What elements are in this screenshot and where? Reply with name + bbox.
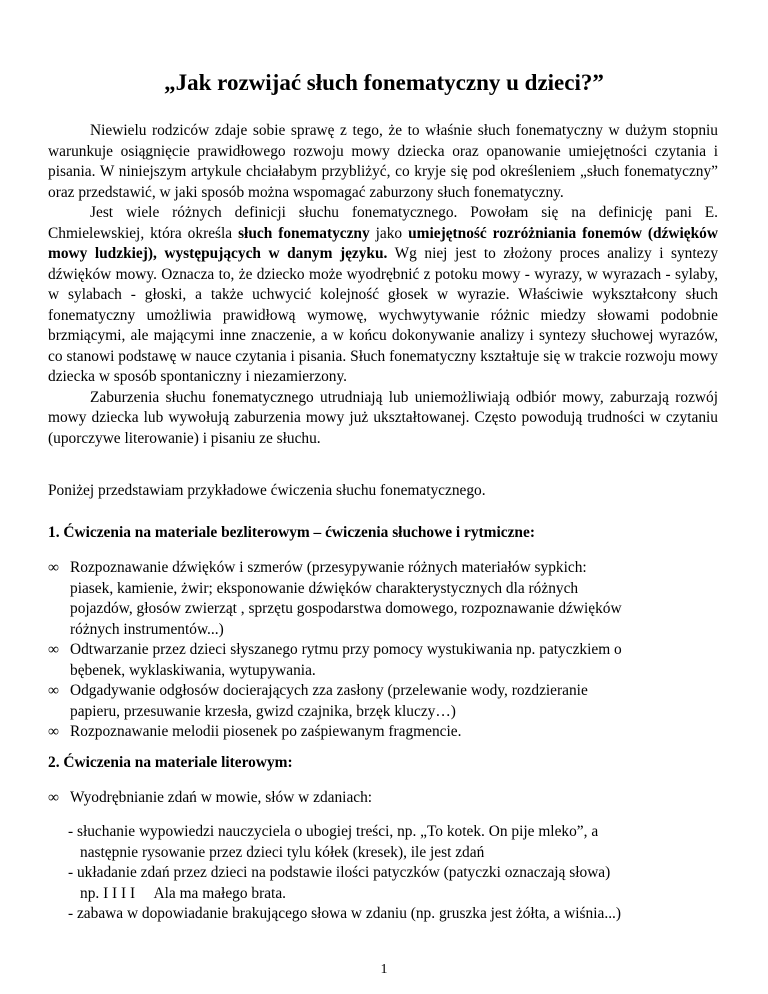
infinity-bullet-icon: ∞ [48,641,59,658]
sub-item: - słuchanie wypowiedzi nauczyciela o ubogiej treści, np. „To kotek. On pije mleko”, a następnie rysowanie przez dzieci tylu kółek (kresek), ile jest zdań [68,823,599,861]
sub-item: - układanie zdań przez dzieci na podstawie ilości patyczków (patyczki oznaczają słowa) np. I I I I Ala ma małego brata. [68,864,611,902]
paragraph-disorders: Zaburzenia słuchu fonematycznego utrudniają lub uniemożliwiają odbiór mowy, zaburzają rozwój mowy dziecka lub wywołują zaburzenia mowy już ukształtowanej. Często powodują trudności w czytaniu (uporczywe literowanie) i pisaniu ze słuchu. [48,388,718,447]
list-item: ∞ Odgadywanie odgłosów docierających zza zasłony (przelewanie wody, rozdzieranie papieru, przesuwanie krzesła, gwizd czajnika, brzęk kluczy…) [48,682,588,720]
infinity-bullet-icon: ∞ [48,723,59,740]
list-item: ∞ Rozpoznawanie melodii piosenek po zaśpiewanym fragmencie. [48,722,738,743]
definition-term: słuch fonematyczny [238,224,370,242]
page-number: 1 [380,962,388,977]
definition-text-d: Wg niej jest to złożony proces analizy i syntezy dźwięków mowy. Oznacza to, że dziecko może wyodrębnić z potoku mowy - wyrazy, w wyrazach - sylaby, w sylabach - głoski, a także uchwycić kolejność głosek w wyrazie. Właściwie wykształcony słuch fonematyczny umożliwia prawidłową wymowę, wychwytywanie różnic miedzy słowami podobnie brzmiącymi, ale mającymi inne znaczenie, a w końcu dokonywanie analizy i syntezy słuchowej wyrazów, co stanowi podstawę w nauce czytania i pisania. Słuch fonematyczny kształtuje się w trakcie rozwoju mowy dziecka w sposób spontaniczny i niezamierzony. [48,245,719,385]
infinity-bullet-icon: ∞ [48,789,59,806]
paragraph-intro: Niewielu rodziców zdaje sobie sprawę z tego, że to właśnie słuch fonematyczny w dużym stopniu warunkuje osiągnięcie prawidłowego rozwoju mowy dziecka oraz opanowanie umiejętności czytania i pisania. W niniejszym artykule chciałabym przybliżyć, co kryje się pod określeniem „słuch fonematyczny” oraz przedstawić, w jaki sposób można wspomagać zaburzony słuch fonematyczny. [48,122,718,201]
infinity-bullet-icon: ∞ [48,682,59,699]
exercises-intro: Poniżej przedstawiam przykładowe ćwiczenia słuchu fonematycznego. [48,482,486,499]
list-item: ∞ Odtwarzanie przez dzieci słyszanego rytmu przy pomocy wystukiwania np. patyczkiem o bębenek, wyklaskiwania, wytupywania. [48,641,622,679]
paragraph-definition [48,203,718,388]
definition-text-c: jako [369,224,409,242]
section1-heading: 1. Ćwiczenia na materiale bezliterowym – ćwiczenia słuchowe i rytmiczne: [48,524,535,541]
list-item: ∞ Wyodrębnianie zdań w mowie, słów w zdaniach: [48,788,738,809]
definition-text-a: Jest wiele różnych definicji słuchu fonematycznego. Powołam się na definicję pani E. Chmielewskiej, która określa [48,204,718,242]
section2-sublist [68,822,738,925]
list-item: ∞ Rozpoznawanie dźwięków i szmerów (przesypywanie różnych materiałów sypkich: piasek, kamienie, żwir; eksponowanie dźwięków charakterystycznych dla różnych pojazdów, głosów zwierząt , sprzętu gospodarstwa domowego, rozpoznawanie dźwięków różnych instrumentów...) [48,559,622,638]
definition-bold: umiejętność rozróżniania fonemów (dźwięków mowy ludzkiej), występujących w danym języku. [48,224,718,262]
article-body [48,121,718,449]
page-title: „Jak rozwijać słuch fonematyczny u dzieci?” [164,70,604,95]
sub-item: - zabawa w dopowiadanie brakującego słowa w zdaniu (np. gruszka jest żółta, a wiśnia...) [68,905,622,922]
infinity-bullet-icon: ∞ [48,559,59,576]
section2-list [48,788,738,809]
section1-list [48,558,738,743]
section2-heading: 2. Ćwiczenia na materiale literowym: [48,754,293,771]
